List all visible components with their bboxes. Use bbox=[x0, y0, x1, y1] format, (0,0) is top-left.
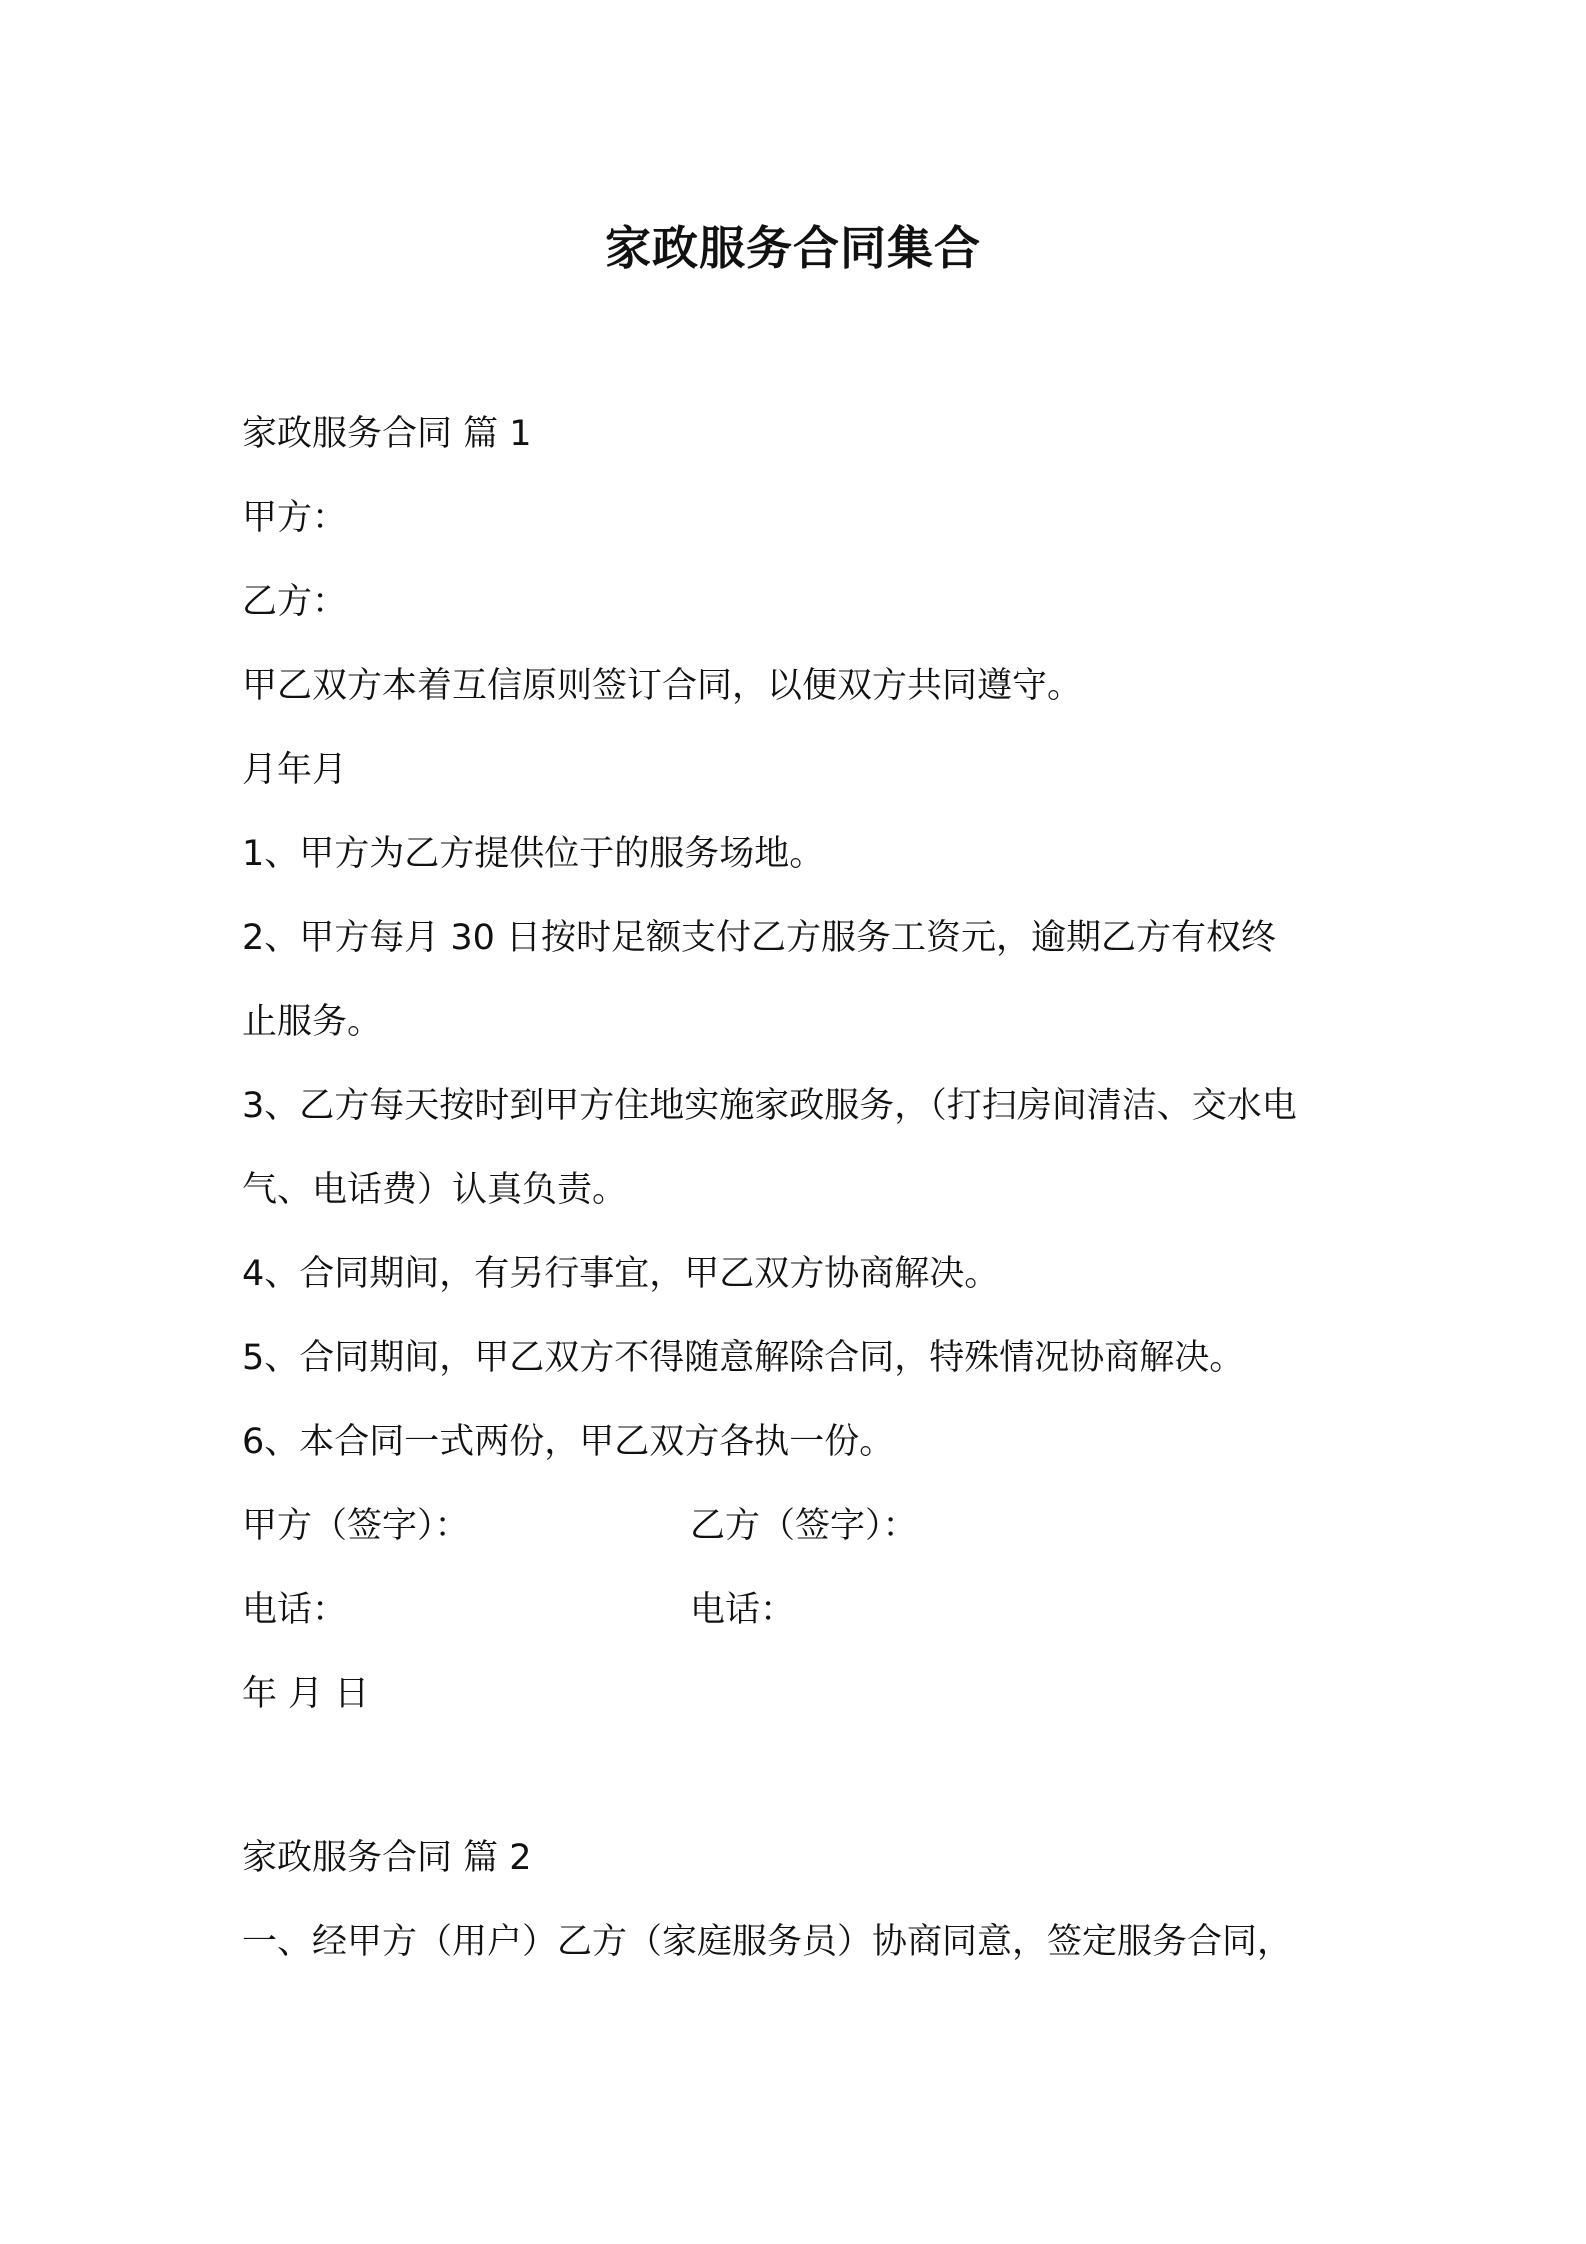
signature-party-b: 乙方（签字）： bbox=[690, 1506, 918, 1546]
signature-party-a: 甲方（签字）： bbox=[242, 1506, 470, 1546]
clause-line: 气、电话费）认真负责。 bbox=[242, 1170, 628, 1210]
date-line: 月年月 bbox=[242, 750, 348, 790]
party-a-line: 甲方： bbox=[242, 498, 348, 538]
clause-line: 2、甲方每月 30 日按时足额支付乙方服务工资元，逾期乙方有权终 bbox=[242, 918, 1277, 958]
contract-heading-2: 家政服务合同 篇 2 bbox=[242, 1838, 532, 1878]
clause-line: 止服务。 bbox=[242, 1002, 383, 1042]
signature-date: 年 月 日 bbox=[242, 1674, 370, 1714]
clause-line: 5、合同期间，甲乙双方不得随意解除合同，特殊情况协商解决。 bbox=[242, 1338, 1245, 1378]
phone-party-a: 电话： bbox=[242, 1590, 348, 1630]
party-b-line: 乙方： bbox=[242, 582, 348, 622]
clause-line: 1、甲方为乙方提供位于的服务场地。 bbox=[242, 834, 825, 874]
clause-line: 一、经甲方（用户）乙方（家庭服务员）协商同意，签定服务合同， bbox=[242, 1922, 1293, 1962]
contract-heading-1: 家政服务合同 篇 1 bbox=[242, 414, 532, 454]
intro-paragraph: 甲乙双方本着互信原则签订合同，以便双方共同遵守。 bbox=[242, 666, 1083, 706]
clause-line: 6、本合同一式两份，甲乙双方各执一份。 bbox=[242, 1422, 895, 1462]
document-title: 家政服务合同集合 bbox=[605, 221, 981, 275]
clause-line: 4、合同期间，有另行事宜，甲乙双方协商解决。 bbox=[242, 1254, 1000, 1294]
phone-party-b: 电话： bbox=[690, 1590, 796, 1630]
clause-line: 3、乙方每天按时到甲方住地实施家政服务，（打扫房间清洁、交水电 bbox=[242, 1086, 1297, 1126]
